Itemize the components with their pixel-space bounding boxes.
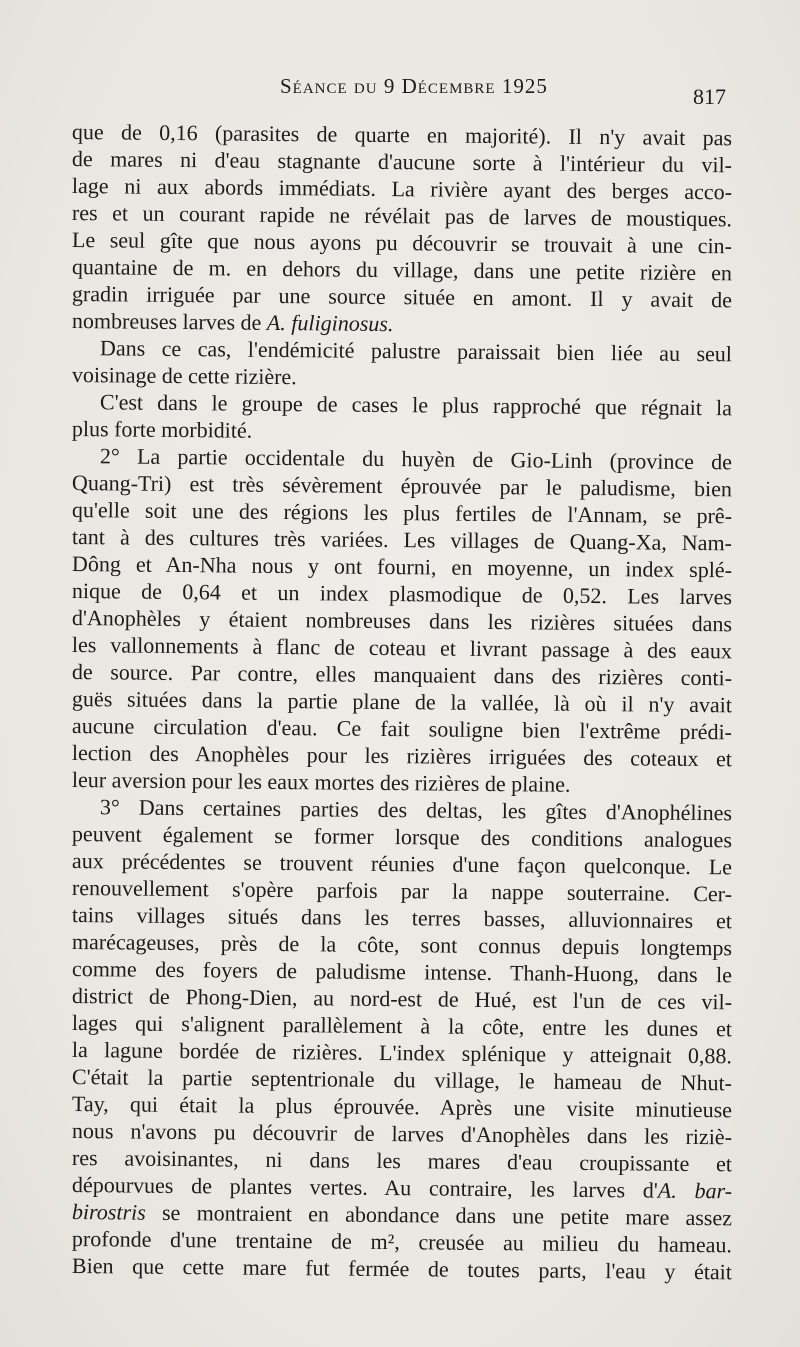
text-line: res avoisinantes, ni dans les mares d'eau croupissante et xyxy=(71,1145,733,1177)
text-line: tains villages situés dans les terres basses, alluvionnaires et xyxy=(71,902,733,934)
text-line: C'est dans le groupe de cases le plus rapproché que régnait la xyxy=(99,389,733,421)
text-line: 3° Dans certaines parties des deltas, les gîtes d'Anophélines xyxy=(99,794,733,826)
text-line: aucune circulation d'eau. Ce fait souligne bien l'extrême prédi- xyxy=(71,713,733,745)
text-line: Le seul gîte que nous ayons pu découvrir se trouvait à une cin- xyxy=(71,227,733,259)
text-line: district de Phong-Dien, au nord-est de Hué, est l'un de ces vil- xyxy=(71,983,733,1015)
text-line: 2° La partie occidentale du huyèn de Gio-Linh (province de xyxy=(99,443,733,475)
paragraph xyxy=(72,388,732,442)
paragraph xyxy=(71,442,733,797)
paragraph xyxy=(72,334,732,388)
text-line: gradin irriguée par une source située en amont. Il y avait de xyxy=(71,281,733,313)
text-line: Quang-Tri) est très sévèrement éprouvée par le paludisme, bien xyxy=(71,470,733,502)
text-line: tant à des cultures très variées. Les villages de Quang-Xa, Nam- xyxy=(71,524,733,556)
text-line: Tay, qui était la plus éprouvée. Après une visite minutieuse xyxy=(71,1091,733,1123)
text-line: Dans ce cas, l'endémicité palustre paraissait bien liée au seul xyxy=(99,335,733,367)
text-line: lage ni aux abords immédiats. La rivière ayant des berges acco- xyxy=(71,173,733,205)
text-run: nombreuses larves de xyxy=(71,308,268,335)
text-line: de source. Par contre, elles manquaient dans des rizières conti- xyxy=(71,659,733,691)
text-line: les vallonnements à flanc de coteau et livrant passage à des eaux xyxy=(71,632,733,664)
text-line: aux précédentes se trouvent réunies d'une façon quelconque. Le xyxy=(71,848,733,880)
text-line: marécageuses, près de la côte, sont connus depuis longtemps xyxy=(71,929,733,961)
text-line: C'était la partie septentrionale du village, le hameau de Nhut- xyxy=(71,1064,733,1096)
page-number: 817 xyxy=(693,84,726,109)
text-line: nique de 0,64 et un index plasmodique de 0,52. Les larves xyxy=(71,578,733,610)
text-line: leur aversion pour les eaux mortes des rizières de plaine. xyxy=(71,767,571,797)
text-line: nous n'avons pu découvrir de larves d'Anophèles dans les riziè- xyxy=(71,1118,733,1150)
text-line: peuvent également se former lorsque des conditions analogues xyxy=(71,821,733,853)
text-line: la lagune bordée de rizières. L'index splénique y atteignait 0,88. xyxy=(71,1037,733,1069)
text-line: Dông et An-Nha nous y ont fourni, en moyenne, un index splé- xyxy=(71,551,733,583)
species-name: A. bar- xyxy=(657,1177,733,1204)
text-line: qu'elle soit une des régions les plus fertiles de l'Annam, se prê- xyxy=(71,497,733,529)
text-line: guës situées dans la partie plane de la vallée, là où il n'y avait xyxy=(71,686,733,718)
text-line: que de 0,16 (parasites de quarte en majorité). Il n'y avait pas xyxy=(71,119,733,151)
text-line: quantaine de m. en dehors du village, dans une petite rizière en xyxy=(71,254,733,286)
text-line: d'Anophèles y étaient nombreuses dans les rizières situées dans xyxy=(71,605,733,637)
running-head: Séance du 9 Décembre 1925 xyxy=(280,74,548,98)
text-line: profonde d'une trentaine de m², creusée au milieu du hameau. xyxy=(71,1226,733,1258)
paragraph xyxy=(71,118,733,337)
text-line: voisinage de cette rizière. xyxy=(71,362,297,390)
text-run: se montraient en abondance dans une petite mare assez xyxy=(145,1199,733,1231)
species-name: A. fuliginosus. xyxy=(266,309,394,337)
text-line: res et un courant rapide ne révélait pas de larves de moustiques. xyxy=(71,200,733,232)
text-line: Bien que cette mare fut fermée de toutes parts, l'eau y était xyxy=(71,1253,733,1285)
text-line: renouvellement s'opère parfois par la nappe souterraine. Cer- xyxy=(71,875,733,907)
text-line: lages qui s'alignent parallèlement à la côte, entre les dunes et xyxy=(71,1010,733,1042)
text-line: plus forte morbidité. xyxy=(71,416,253,443)
text-run: dépourvues de plantes vertes. Au contraire, les larves d' xyxy=(71,1172,658,1203)
text-line: comme des foyers de paludisme intense. Thanh-Huong, dans le xyxy=(71,956,733,988)
species-name: birostris xyxy=(71,1199,146,1225)
text-line: de mares ni d'eau stagnante d'aucune sorte à l'intérieur du vil- xyxy=(71,146,733,178)
page-header xyxy=(0,74,800,110)
body-text xyxy=(71,118,733,1285)
text-line: lection des Anophèles pour les rizières irriguées des coteaux et xyxy=(71,740,733,772)
paragraph xyxy=(71,793,733,1285)
